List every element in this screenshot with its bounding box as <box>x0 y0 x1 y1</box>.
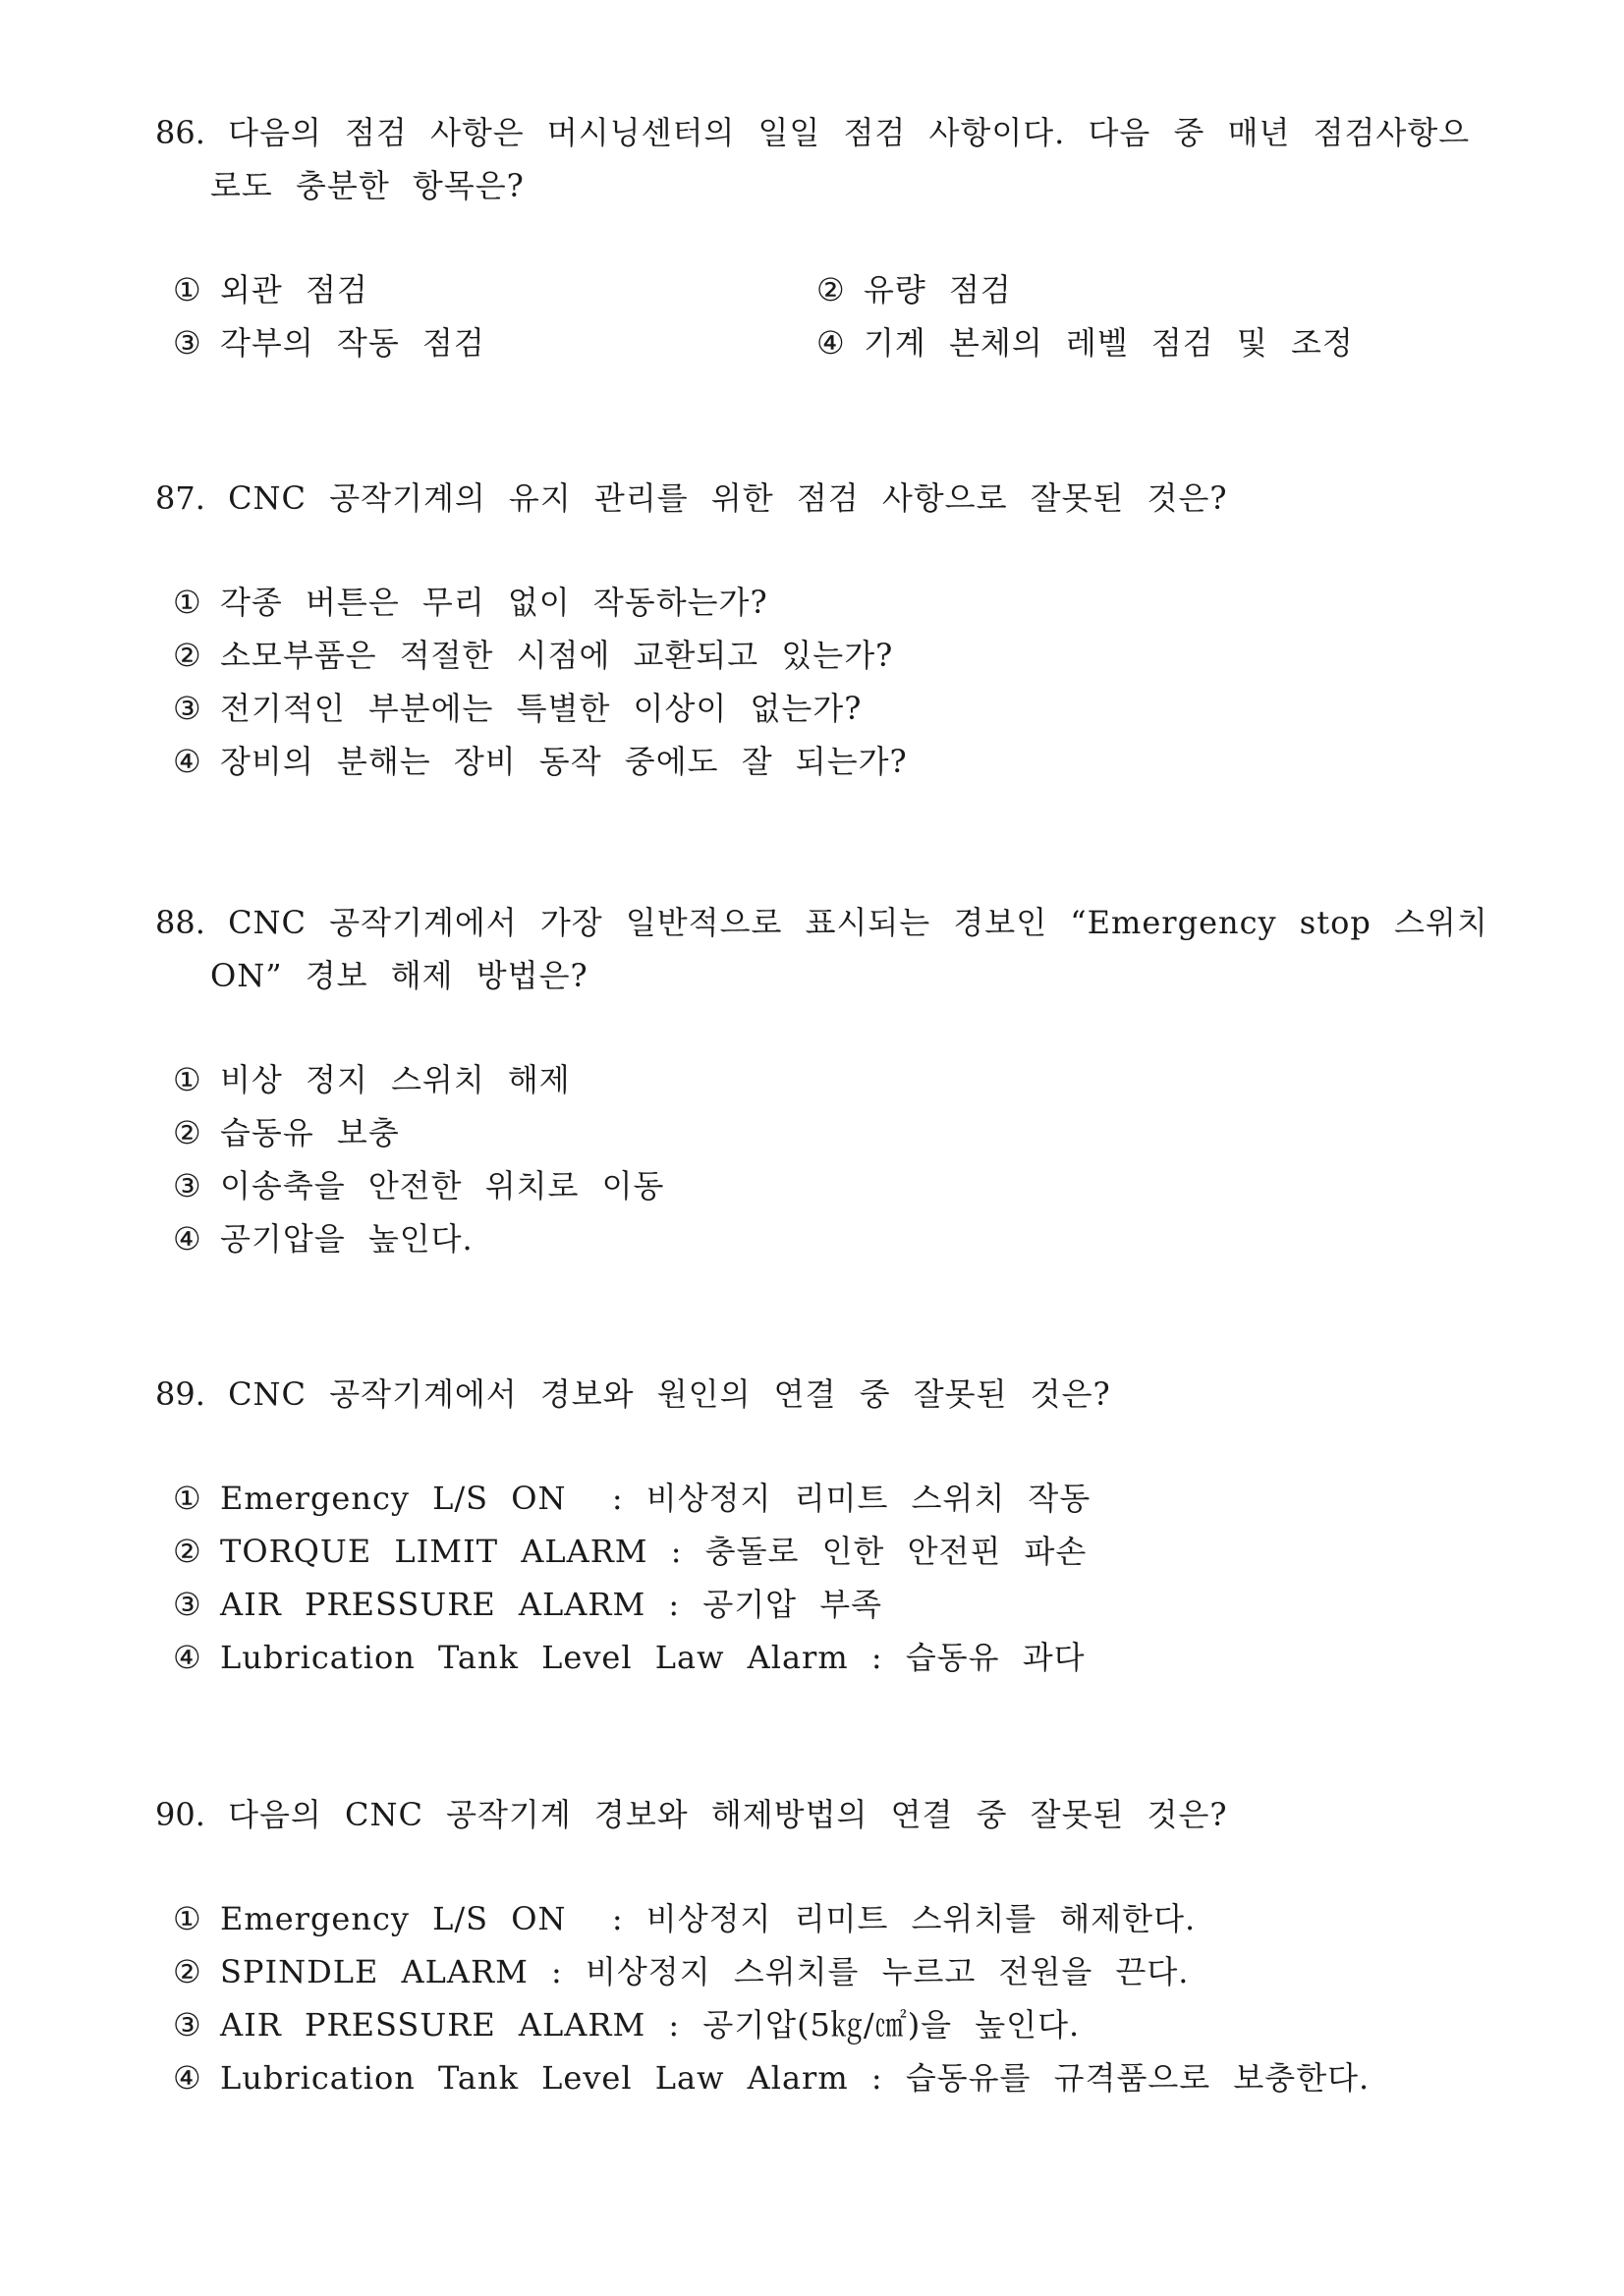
choice-item <box>173 1159 664 1212</box>
choice-mark: ② <box>173 1953 202 1990</box>
choice-text: 비상 정지 스위치 해제 <box>220 1061 571 1098</box>
choice-text: 외관 점검 <box>220 271 368 308</box>
choice-mark: ② <box>173 637 202 674</box>
question-88 <box>155 896 1491 1265</box>
choice-text: Emergency L/S ON : 비상정지 리미트 스위치 작동 <box>220 1480 1092 1517</box>
choice-mark: ③ <box>173 324 202 362</box>
question-86 <box>155 106 1491 369</box>
choice-item <box>173 576 768 629</box>
question-number: 90. <box>155 1796 205 1833</box>
choice-text: 유량 점검 <box>864 271 1012 308</box>
choice-item <box>173 1578 882 1631</box>
choice-mark: ③ <box>173 690 202 727</box>
question-text <box>155 1368 1491 1421</box>
choice-text: 이송축을 안전한 위치로 이동 <box>220 1167 665 1204</box>
question-number: 87. <box>155 479 205 517</box>
choice-list <box>155 576 1491 788</box>
choice-item <box>173 1106 400 1159</box>
choice-text: 각종 버튼은 무리 없이 작동하는가? <box>220 584 768 621</box>
question-text <box>155 896 1491 1002</box>
choice-text: 소모부품은 적절한 시점에 교환되고 있는가? <box>220 637 894 674</box>
choice-item <box>173 735 908 788</box>
choice-text: Lubrication Tank Level Law Alarm : 습동유를 규격품으로 보충한다. <box>220 2059 1371 2097</box>
choice-text: SPINDLE ALARM : 비상정지 스위치를 누르고 전원을 끈다. <box>220 1953 1190 1990</box>
choice-mark: ③ <box>173 1586 202 1623</box>
choice-item <box>173 1945 1189 1998</box>
choice-item <box>173 263 816 316</box>
choice-text: 전기적인 부분에는 특별한 이상이 없는가? <box>220 690 863 727</box>
choice-item <box>173 1525 1087 1578</box>
choice-mark: ④ <box>173 2059 202 2097</box>
choice-list <box>155 263 1491 369</box>
question-text <box>155 1788 1491 1841</box>
question-text <box>155 472 1491 525</box>
choice-list <box>155 1053 1491 1265</box>
question-stem: 다음의 점검 사항은 머시닝센터의 일일 점검 사항이다. 다음 중 매년 점검사항으로도 충분한 항목은? <box>210 114 1471 204</box>
question-number: 86. <box>155 114 205 151</box>
choice-list <box>155 1472 1491 1684</box>
choice-item <box>173 1631 1086 1684</box>
choice-mark: ③ <box>173 2006 202 2044</box>
choice-text: Emergency L/S ON : 비상정지 리미트 스위치를 해제한다. <box>220 1900 1197 1937</box>
question-90 <box>155 1788 1491 2104</box>
choice-mark: ④ <box>816 324 846 362</box>
question-stem: CNC 공작기계에서 경보와 원인의 연결 중 잘못된 것은? <box>228 1375 1111 1413</box>
choice-mark: ④ <box>173 743 202 780</box>
question-87 <box>155 472 1491 788</box>
choice-mark: ② <box>173 1533 202 1570</box>
question-stem: 다음의 CNC 공작기계 경보와 해제방법의 연결 중 잘못된 것은? <box>228 1796 1228 1833</box>
choice-mark: ③ <box>173 1167 202 1204</box>
choice-text: 장비의 분해는 장비 동작 중에도 잘 되는가? <box>220 743 908 780</box>
choice-item <box>173 682 862 735</box>
question-number: 88. <box>155 904 205 941</box>
choice-item <box>173 1892 1196 1945</box>
choice-item <box>173 1212 474 1265</box>
question-stem: CNC 공작기계에서 가장 일반적으로 표시되는 경보인 “Emergency stop 스위치 ON” 경보 해제 방법은? <box>210 904 1488 994</box>
choice-text: 각부의 작동 점검 <box>220 324 485 362</box>
choice-mark: ① <box>173 1480 202 1517</box>
choice-item <box>173 1472 1091 1525</box>
choice-item <box>173 316 816 369</box>
choice-mark: ② <box>173 1114 202 1151</box>
choice-item <box>173 2051 1370 2104</box>
choice-text: AIR PRESSURE ALARM : 공기압 부족 <box>220 1586 883 1623</box>
choice-mark: ① <box>173 271 202 308</box>
choice-mark: ① <box>173 1061 202 1098</box>
question-stem: CNC 공작기계의 유지 관리를 위한 점검 사항으로 잘못된 것은? <box>228 479 1228 517</box>
question-number: 89. <box>155 1375 205 1413</box>
choice-mark: ④ <box>173 1639 202 1676</box>
choice-text: Lubrication Tank Level Law Alarm : 습동유 과다 <box>220 1639 1086 1676</box>
choice-mark: ④ <box>173 1220 202 1258</box>
choice-text: 공기압을 높인다. <box>220 1220 474 1258</box>
choice-item <box>173 1053 571 1106</box>
choice-item <box>816 263 1460 316</box>
choice-text: AIR PRESSURE ALARM : 공기압(5㎏/㎠)을 높인다. <box>220 2006 1081 2044</box>
choice-text: 습동유 보충 <box>220 1114 400 1151</box>
question-89 <box>155 1368 1491 1684</box>
choice-mark: ① <box>173 1900 202 1937</box>
choice-list <box>155 1892 1491 2104</box>
choice-text: 기계 본체의 레벨 점검 및 조정 <box>864 324 1354 362</box>
choice-item <box>816 316 1460 369</box>
choice-item <box>173 1998 1080 2051</box>
choice-mark: ② <box>816 271 846 308</box>
choice-item <box>173 629 893 682</box>
question-text <box>155 106 1491 212</box>
choice-mark: ① <box>173 584 202 621</box>
choice-text: TORQUE LIMIT ALARM : 충돌로 인한 안전핀 파손 <box>220 1533 1088 1570</box>
